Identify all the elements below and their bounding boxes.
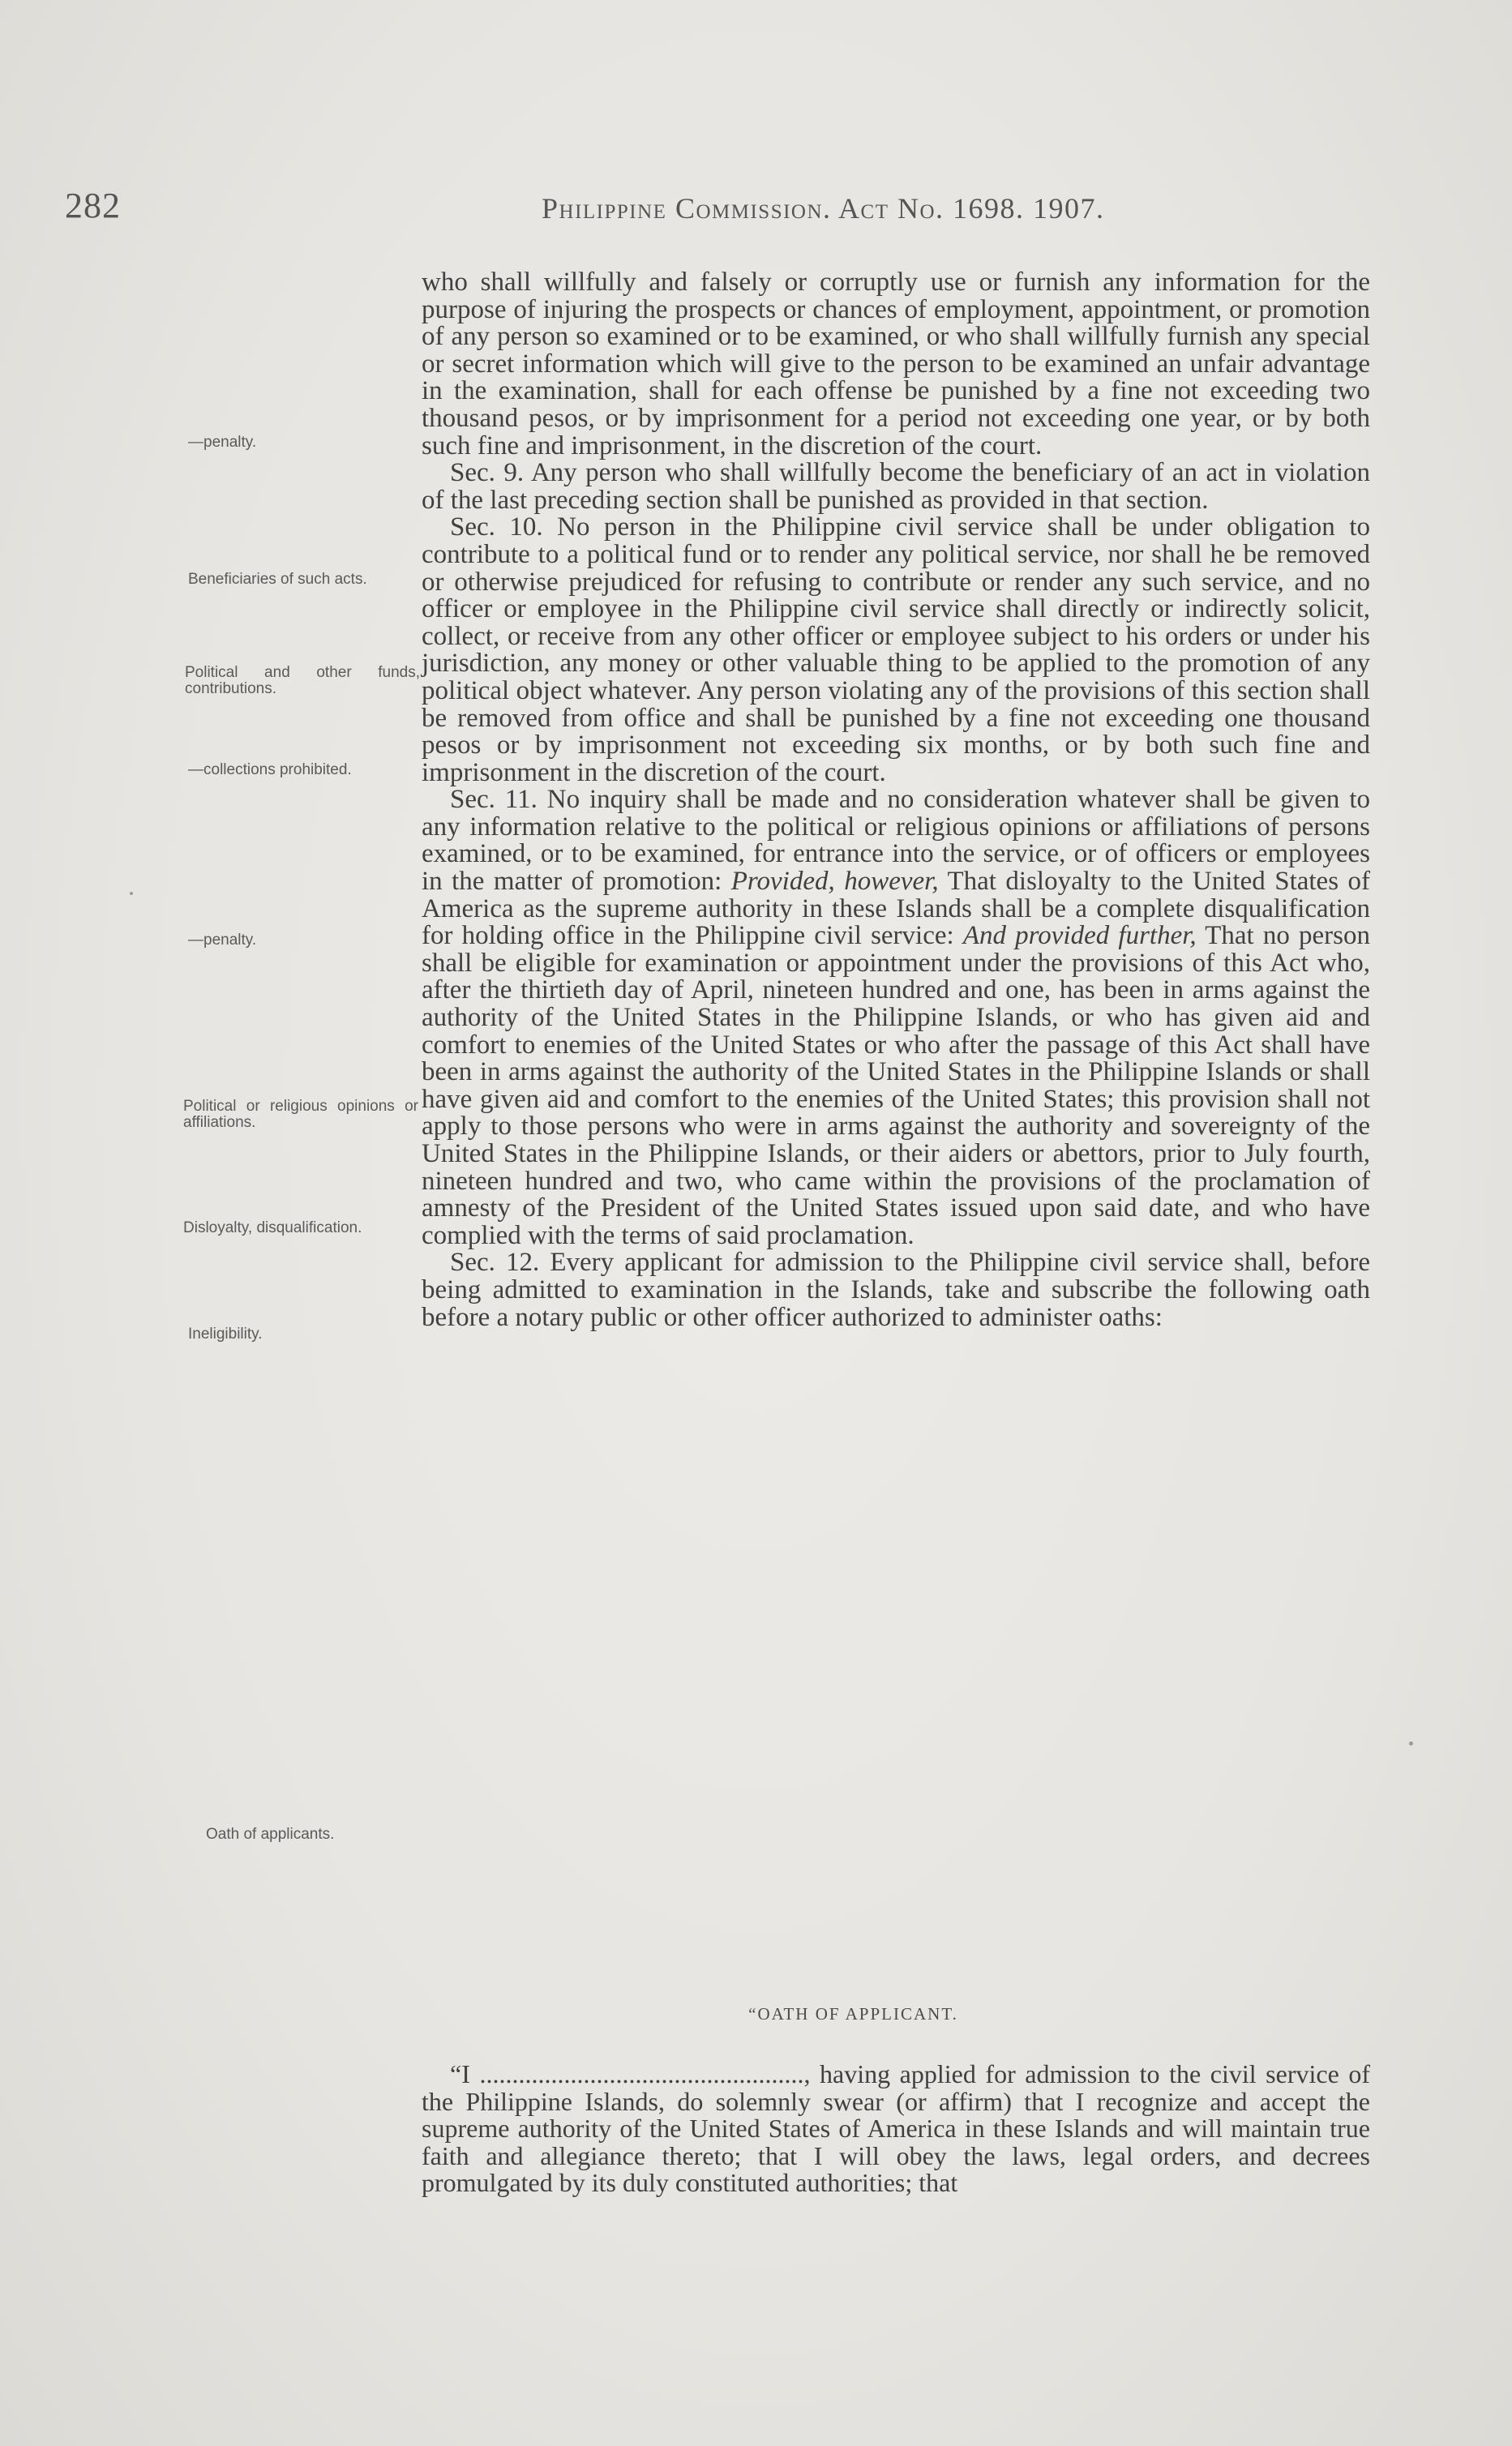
sec-11-proviso-1: Provided, however, (730, 867, 939, 897)
margin-note-beneficiaries: Beneficiaries of such acts. (188, 571, 367, 588)
margin-note-penalty: —penalty. (188, 434, 257, 451)
oath-paragraph (422, 2061, 1370, 2197)
margin-note-penalty: —penalty. (188, 932, 257, 949)
paragraph-sec-11 (422, 786, 1370, 1249)
scan-speck (130, 892, 133, 895)
name-blank: .................................................. (479, 2059, 804, 2088)
sec-11-text-c: That no person shall be eligible for examination or appointment under the provisions of this Act who, after the thirtieth day of April, nineteen hundred and one, has been in arms against the authority of the United States in the Philippine Islands, or who has given aid and comfort to enemies of the United States or who after the passage of this Act shall have been in arms against the authority of the United States in the Philippine Islands or shall have given aid and comfort to the enemies of the United States; this provision shall not apply to those persons who were in arms against the authority and sovereignty of the United States in the Philippine Islands, or their aiders or abettors, prior to July fourth, nineteen hundred and two, who came within the provisions of the proclamation of amnesty of the President of the United States issued upon said date, and who have complied with the terms of said proclamation. (422, 921, 1370, 1250)
paragraph-sec-12: Sec. 12. Every applicant for admission to the Philippine civil service shall, before being admitted to examination in the Islands, take and subscribe the following oath before a notary public or other officer authorized to administer oaths: (422, 1248, 1370, 1332)
sec-11-text-b: That disloyalty to the United States of America as the supreme authority in these Islands shall be a complete disqualification for holding office in the Philippine civil service: (422, 867, 1370, 951)
paragraph-continuation: who shall willfully and falsely or corruptly use or furnish any information for the purpose of injuring the prospects or chances of employment, appointment, or promotion of any person so examined or to be examined, or who shall willfully furnish any special or secret information which will give to the person to be examined an unfair advantage in the examination, shall for each offense be punished by a fine not exceeding two thousand pesos, or by imprisonment for a period not exceeding one year, or by both such fine and imprisonment, in the discretion of the court. (422, 268, 1370, 460)
body-text (422, 269, 1370, 1331)
margin-note-oath: Oath of applicants. (206, 1826, 335, 1843)
margin-note-collections: —collections prohibited. (188, 761, 352, 778)
running-head (542, 191, 1105, 225)
scan-speck (1409, 1741, 1413, 1746)
oath-text (422, 2061, 1370, 2197)
paragraph-sec-9: Sec. 9. Any person who shall willfully become the beneficiary of an act in violation of the last preceding section shall be punished as provided in that section. (422, 458, 1370, 515)
oath-body: , having applied for admission to the civil service of the Philippine Islands, do solemnly swear (or affirm) that I recognize and accept the supreme authority of the United States of America in these Islands and will maintain true faith and allegiance thereto; that I will obey the laws, legal orders, and decrees promulgated by its duly constituted authorities; that (422, 2059, 1371, 2198)
sec-11-text-a: Sec. 11. No inquiry shall be made and no consideration whatever shall be given to any information relative to the political or religious opinions or affiliations of persons examined, or to be examined, for entrance into the service, or of officers or employees in the matter of promotion: (422, 785, 1370, 897)
margin-note-disloyalty: Disloyalty, disqualification. (183, 1219, 362, 1236)
paragraph-sec-10: Sec. 10. No person in the Philippine civil service shall be under obligation to contribute to a political fund or to render any political service, nor shall he be removed or otherwise prejudiced for refusing to contribute or render any such service, and no officer or employee in the Philippine civil service shall directly or indirectly solicit, collect, or receive from any other officer or employee subject to his orders or under his jurisdiction, any money or other valuable thing to be applied to the promotion of any political object whatever. Any person violating any of the provisions of this section shall be removed from office and shall be punished by a fine not exceeding one thousand pesos or by imprisonment not exceeding six months, or by both such fine and imprisonment in the discretion of the court. (422, 512, 1370, 787)
margin-note-ineligibility: Ineligibility. (188, 1326, 263, 1343)
oath-opening: “I (450, 2059, 480, 2088)
margin-note-political-opinions: Political or religious opinions or affiliations. (183, 1098, 418, 1131)
sec-11-proviso-2: And provided further, (962, 921, 1197, 951)
margin-note-political-funds: Political and other funds, contributions. (185, 664, 420, 697)
running-head-text: Philippine Commission. Act No. 1698. 1907. (542, 192, 1105, 225)
oath-heading: “OATH OF APPLICANT. (748, 2004, 958, 2024)
page-number: 282 (65, 186, 121, 225)
